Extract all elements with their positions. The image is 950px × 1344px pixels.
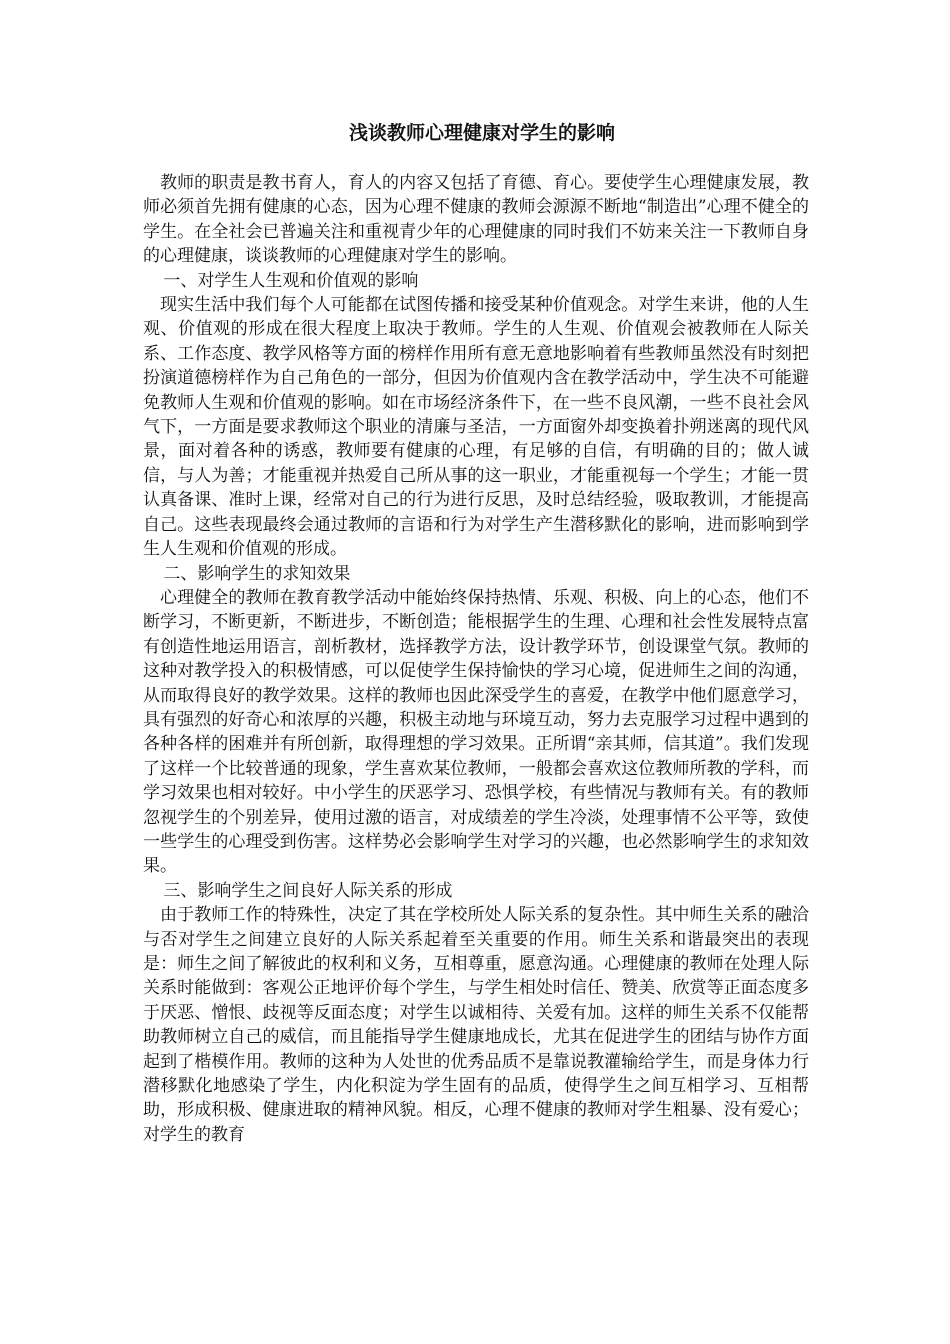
intro-paragraph: 教师的职责是教书育人，育人的内容又包括了育德、育心。要使学生心理健康发展，教师必须首先拥有健康的心态，因为心理不健康的教师会源源不断地“制造出”心理不健全的学生。在全社会已普遍关注和重视青少年的心理健康的同时我们不妨来关注一下教师自身的心理健康，谈谈教师的心理健康对学生的影响。 <box>143 173 809 267</box>
document-title: 浅谈教师心理健康对学生的影响 <box>348 122 615 144</box>
section-heading-2: 二、影响学生的求知效果 <box>163 563 351 584</box>
section-body-3: 由于教师工作的特殊性，决定了其在学校所处人际关系的复杂性。其中师生关系的融洽与否对学生之间建立良好的人际关系起着至关重要的作用。师生关系和谐最突出的表现是：师生之间了解彼此的权利和义务，互相尊重，愿意沟通。心理健康的教师在处理人际关系时能做到：客观公正地评价每个学生，与学生相处时信任、赞美、欣赏等正面态度多于厌恶、憎恨、歧视等反面态度；对学生以诚相待、关爱有加。这样的师生关系不仅能帮助教师树立自己的威信，而且能指导学生健康地成长，尤其在促进学生的团结与协作方面起到了楷模作用。教师的这种为人处世的优秀品质不是靠说教灌输给学生，而是身体力行潜移默化地感染了学生，内化积淀为学生固有的品质，使得学生之间互相学习、互相帮助，形成积极、健康进取的精神风貌。相反，心理不健康的教师对学生粗暴、没有爱心；对学生的教育 <box>143 905 809 1145</box>
document-page <box>143 118 809 1147</box>
section-body-1: 现实生活中我们每个人可能都在试图传播和接受某种价值观念。对学生来讲，他的人生观、价值观的形成在很大程度上取决于教师。学生的人生观、价值观会被教师在人际关系、工作态度、教学风格等方面的榜样作用所有意无意地影响着有些教师虽然没有时刻把扮演道德榜样作为自己角色的一部分，但因为价值观内含在教学活动中，学生决不可能避免教师人生观和价值观的影响。如在市场经济条件下，在一些不良风潮，一些不良社会风气下，一方面是要求教师这个职业的清廉与圣洁，一方面窗外却变换着扑朔迷离的现代风景，面对着各种的诱惑，教师要有健康的心理，有足够的自信，有明确的目的；做人诚信，与人为善；才能重视并热爱自己所从事的这一职业，才能重视每一个学生；才能一贯认真备课、准时上课，经常对自己的行为进行反思，及时总结经验，吸取教训，才能提高自己。这些表现最终会通过教师的言语和行为对学生产生潜移默化的影响，进而影响到学生人生观和价值观的形成。 <box>143 295 809 560</box>
section-body-2: 心理健全的教师在教育教学活动中能始终保持热情、乐观、积极、向上的心态，他们不断学习，不断更新，不断进步，不断创造；能根据学生的生理、心理和社会性发展特点富有创造性地运用语言，剖析教材，选择教学方法，设计教学环节，创设课堂气氛。教师的这种对教学投入的积极情感，可以促使学生保持愉快的学习心境，促进师生之间的沟通，从而取得良好的教学效果。这样的教师也因此深受学生的喜爱，在教学中他们愿意学习，具有强烈的好奇心和浓厚的兴趣，积极主动地与环境互动，努力去克服学习过程中遇到的各种各样的困难并有所创新，取得理想的学习效果。正所谓“亲其师，信其道”。我们发现了这样一个比较普通的现象，学生喜欢某位教师，一般都会喜欢这位教师所教的学科，而学习效果也相对较好。中小学生的厌恶学习、恐惧学校，有些情况与教师有关。有的教师忽视学生的个别差异，使用过激的语言，对成绩差的学生冷淡，处理事情不公平等，致使一些学生的心理受到伤害。这样势必会影响学生对学习的兴趣，也必然影响学生的求知效果。 <box>143 587 809 877</box>
section-heading-1: 一、对学生人生观和价值观的影响 <box>163 270 419 291</box>
section-heading-3: 三、影响学生之间良好人际关系的形成 <box>163 880 453 901</box>
